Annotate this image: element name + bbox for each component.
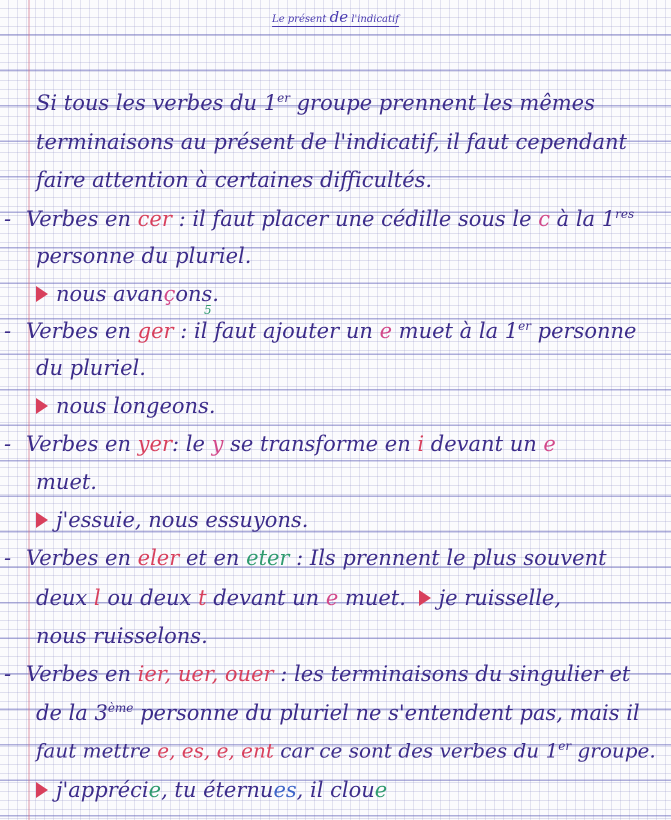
rule-ier-line-1: - Verbes en ier, uer, ouer : les terminaisons du singulier et xyxy=(4,662,631,686)
rule-eler-line-2: deux l ou deux t devant un e muet. je ruisselle, xyxy=(36,586,562,610)
rule-eler-example-2: nous ruisselons. xyxy=(36,624,208,648)
rule-ger-line-1: - Verbes en ger : il faut ajouter un e muet à la 1er personne xyxy=(4,319,637,343)
rule-yer-line-2: muet. xyxy=(36,470,97,494)
red-arrow-icon xyxy=(36,782,48,798)
rule-cer-line-1: - Verbes en cer : il faut placer une cédille sous le c à la 1res xyxy=(4,207,635,231)
rule-eler-line-1: - Verbes en eler et en eter : Ils prennent le plus souvent xyxy=(4,546,607,570)
margin-line xyxy=(28,0,30,820)
red-arrow-icon xyxy=(36,512,48,528)
intro-line-2: terminaisons au présent de l'indicatif, il faut cependant xyxy=(36,130,627,154)
page-title: Le présent de l'indicatif xyxy=(272,8,399,26)
rule-cer-example: nous avançons. xyxy=(36,284,219,305)
rule-ger-example: nous longeons. xyxy=(36,396,216,417)
rule-yer-example: j'essuie, nous essuyons. xyxy=(36,510,308,531)
rule-cer-note: 5 xyxy=(204,303,212,317)
intro-line-1: Si tous les verbes du 1er groupe prennent les mêmes xyxy=(36,91,595,115)
intro-line-3: faire attention à certaines difficultés. xyxy=(36,168,433,192)
red-arrow-icon xyxy=(36,286,48,302)
rule-cer-line-2: personne du pluriel. xyxy=(36,244,252,268)
rule-yer-line-1: - Verbes en yer: le y se transforme en i devant un e xyxy=(4,432,556,456)
rule-ier-line-2: de la 3ème personne du pluriel ne s'entendent pas, mais il xyxy=(36,701,640,725)
rule-ger-line-2: du pluriel. xyxy=(36,356,146,380)
rule-ier-example: j'apprécie, tu éternues, il cloue xyxy=(36,780,387,801)
red-arrow-icon xyxy=(419,590,431,606)
rule-ier-line-3: faut mettre e, es, e, ent car ce sont des verbes du 1er groupe. xyxy=(36,738,656,763)
red-arrow-icon xyxy=(36,398,48,414)
